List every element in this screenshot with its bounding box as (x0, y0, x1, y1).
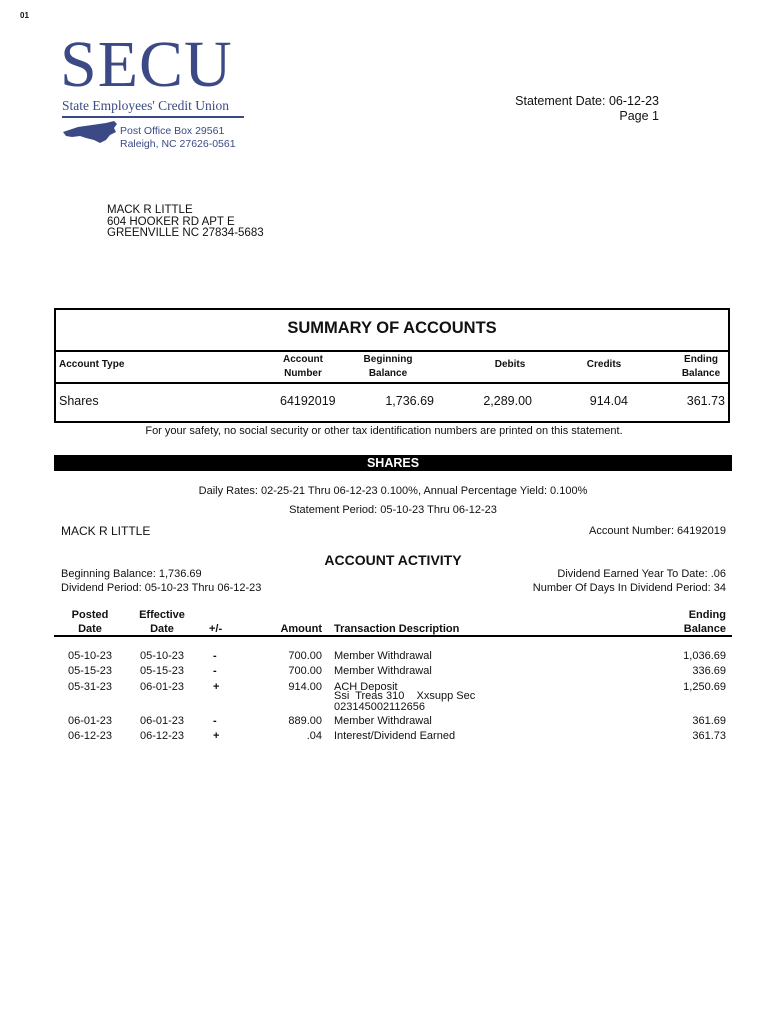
posted-date: 06-01-23 (68, 715, 113, 727)
row-account-number: 64192019 (280, 394, 336, 408)
safety-note: For your safety, no social security or other tax identification numbers are printed on this statement. (145, 425, 623, 437)
effective-date: 06-01-23 (140, 715, 185, 727)
amount: 700.00 (288, 665, 322, 677)
page-label: Page 1 (619, 109, 659, 123)
mailing-address (107, 205, 264, 240)
statement-period: Statement Period: 05-10-23 Thru 06-12-23 (289, 504, 497, 516)
row-account-type: Shares (59, 394, 99, 408)
description: Interest/Dividend Earned (334, 730, 456, 742)
logo-wordmark: SECU (60, 28, 233, 101)
dividend-period: Dividend Period: 05-10-23 Thru 06-12-23 (61, 582, 262, 594)
table-row (0, 682, 768, 718)
description-line3: 023145002112656 (334, 701, 425, 713)
sign: - (213, 665, 217, 677)
summary-title: SUMMARY OF ACCOUNTS (287, 319, 497, 337)
amount: 914.00 (288, 681, 322, 693)
north-carolina-state-icon (62, 118, 118, 144)
logo-full-name: State Employees' Credit Union (62, 98, 230, 113)
ending-balance: 1,036.69 (683, 650, 726, 662)
ending-balance: 361.69 (692, 715, 726, 727)
logo-address-line2: Raleigh, NC 27626-0561 (120, 138, 236, 150)
effective-date: 05-10-23 (140, 650, 185, 662)
header-amount: Amount (280, 623, 322, 635)
amount: .04 (306, 730, 322, 742)
posted-date: 05-10-23 (68, 650, 113, 662)
header-ending-balance: Ending Balance (681, 354, 721, 379)
row-debits: 2,289.00 (483, 394, 532, 408)
effective-date: 05-15-23 (140, 665, 185, 677)
statement-date: Statement Date: 06-12-23 (515, 94, 659, 108)
header-debits: Debits (494, 359, 526, 370)
posted-date: 05-31-23 (68, 681, 113, 693)
beginning-balance: Beginning Balance: 1,736.69 (61, 568, 202, 580)
header-effective-date: Effective Date (139, 609, 185, 635)
header-account-type: Account Type (59, 359, 125, 370)
account-activity-title: ACCOUNT ACTIVITY (324, 552, 462, 568)
summary-of-accounts (54, 308, 730, 423)
sign: - (213, 715, 217, 727)
page-marker: 01 (20, 11, 29, 20)
account-holder: MACK R LITTLE (61, 524, 151, 538)
mailing-address-line: 604 HOOKER RD APT E (107, 215, 235, 228)
table-row (0, 716, 768, 728)
description: Member Withdrawal (334, 650, 432, 662)
table-row (0, 651, 768, 663)
account-number: Account Number: 64192019 (589, 525, 726, 537)
sign: + (213, 681, 220, 693)
posted-date: 06-12-23 (68, 730, 113, 742)
daily-rates: Daily Rates: 02-25-21 Thru 06-12-23 0.100%, Annual Percentage Yield: 0.100% (198, 485, 588, 497)
row-ending-balance: 361.73 (686, 394, 725, 408)
amount: 700.00 (288, 650, 322, 662)
divider (56, 382, 728, 384)
row-credits: 914.04 (589, 394, 628, 408)
mailing-address-line: GREENVILLE NC 27834-5683 (107, 227, 264, 239)
effective-date: 06-12-23 (140, 730, 185, 742)
logo-address-line1: Post Office Box 29561 (120, 125, 225, 137)
effective-date: 06-01-23 (140, 681, 185, 693)
dividend-ytd: Dividend Earned Year To Date: .06 (557, 568, 726, 580)
ending-balance: 1,250.69 (683, 681, 726, 693)
divider (56, 350, 728, 352)
header-account-number: Account Number (283, 354, 323, 379)
row-beginning-balance: 1,736.69 (385, 394, 434, 408)
header-ending-balance: Ending Balance (683, 609, 726, 635)
header-beginning-balance: Beginning Balance (363, 354, 413, 379)
description-line2: Ssi Treas 310 Xxsupp Sec (334, 690, 476, 702)
sign: - (213, 650, 217, 662)
secu-logo (60, 28, 255, 156)
header-credits: Credits (586, 359, 622, 370)
description: ACH Deposit (334, 681, 398, 693)
header-posted-date: Posted Date (71, 609, 109, 635)
header-sign: +/- (209, 623, 223, 635)
description: Member Withdrawal (334, 715, 432, 727)
description: Member Withdrawal (334, 665, 432, 677)
table-row (0, 731, 768, 743)
table-row (0, 666, 768, 678)
amount: 889.00 (288, 715, 322, 727)
sign: + (213, 730, 220, 742)
posted-date: 05-15-23 (68, 665, 113, 677)
days-in-dividend-period: Number Of Days In Dividend Period: 34 (532, 582, 726, 594)
table-divider (54, 635, 732, 637)
shares-section-header: SHARES (54, 455, 732, 471)
ending-balance: 336.69 (692, 665, 726, 677)
mailing-address-line: MACK R LITTLE (107, 204, 193, 216)
ending-balance: 361.73 (692, 730, 726, 742)
header-description: Transaction Description (334, 623, 460, 635)
